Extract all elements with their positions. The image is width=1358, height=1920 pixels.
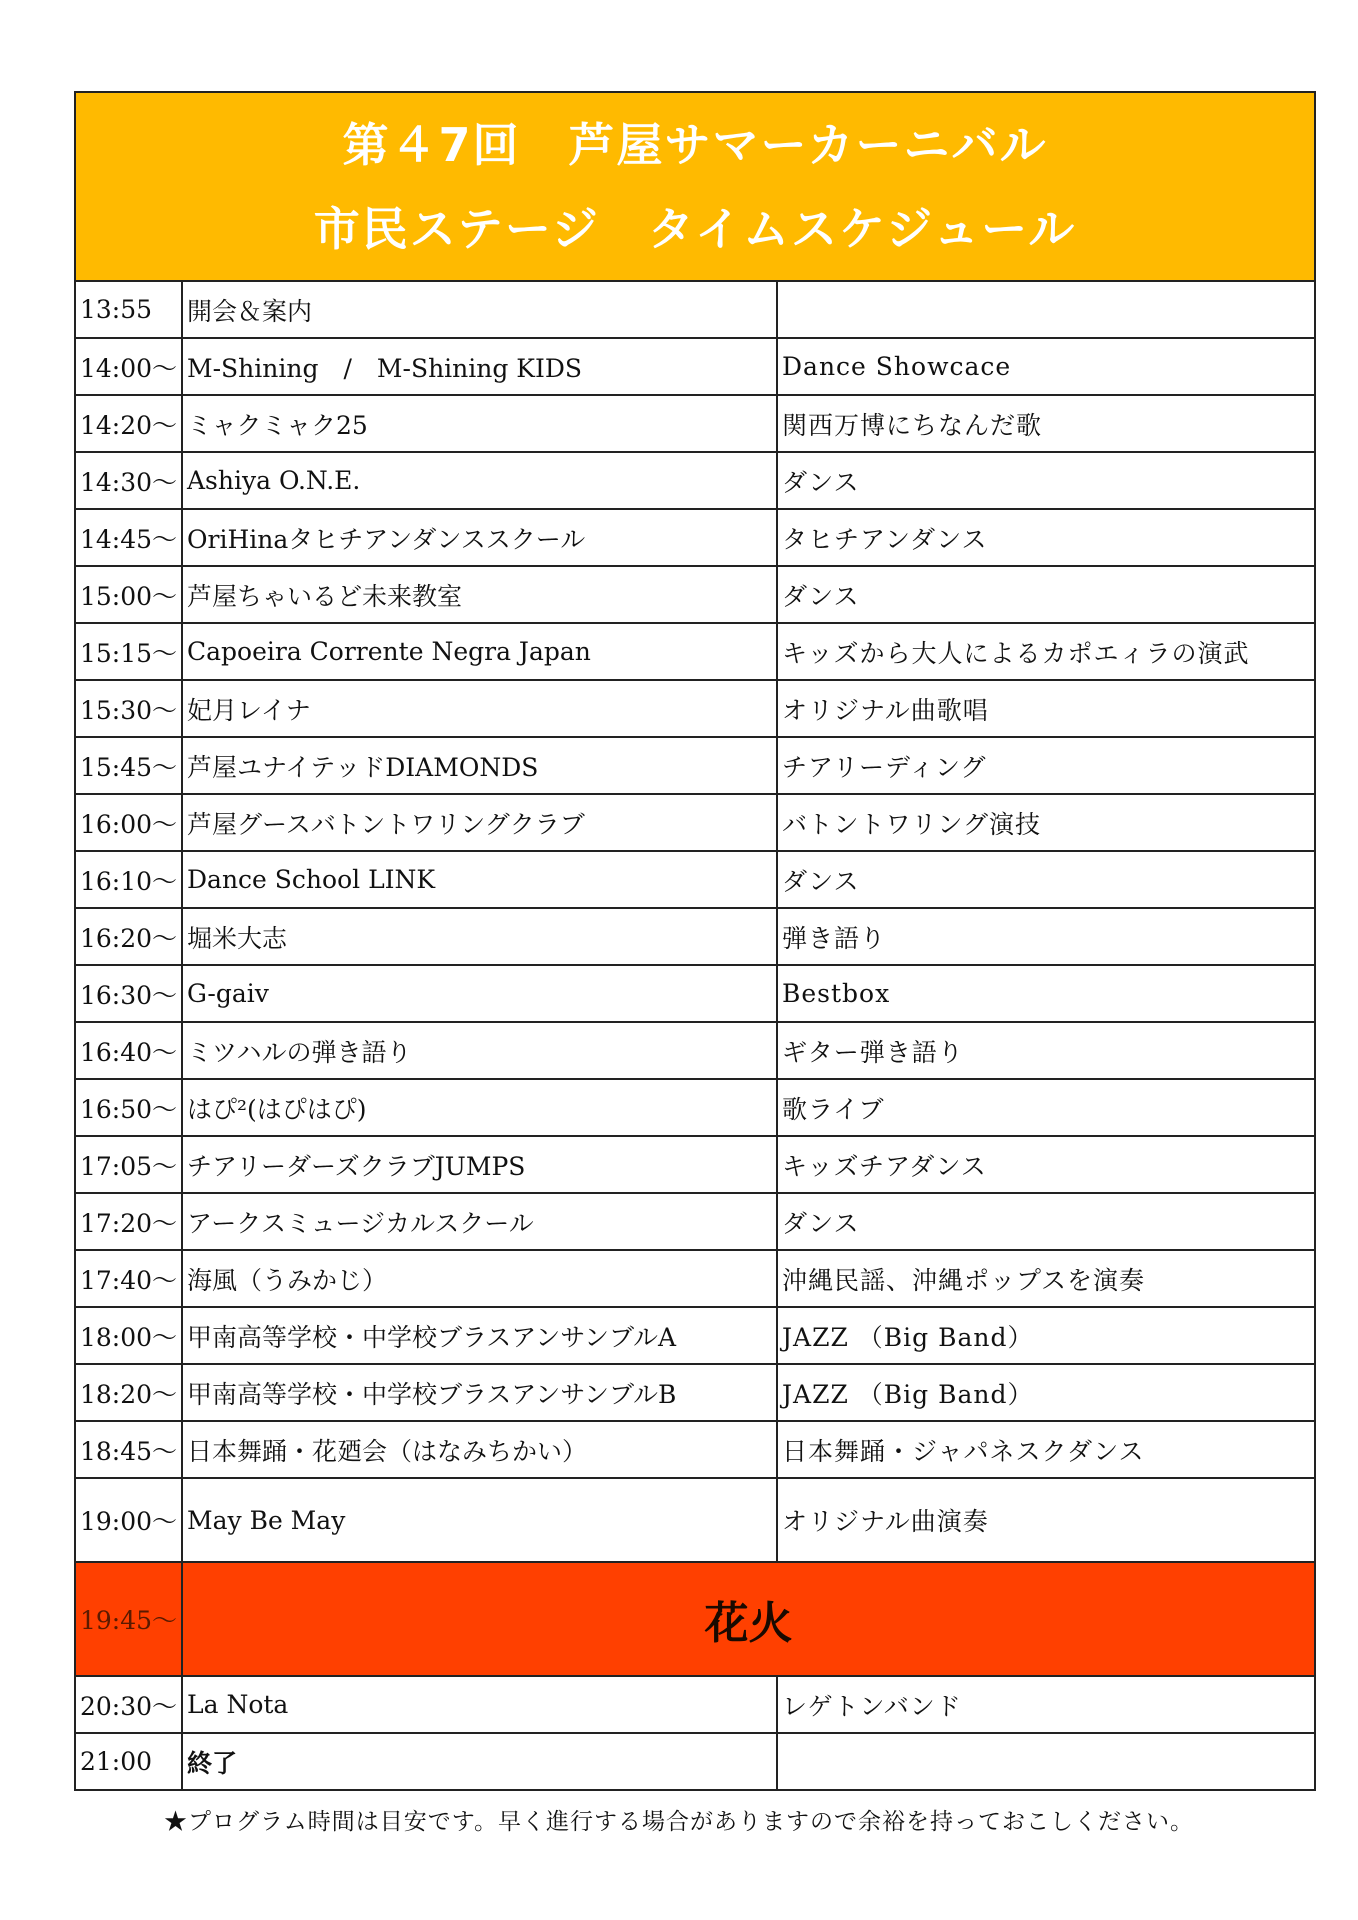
table-row bbox=[76, 1193, 1314, 1250]
table-row bbox=[76, 1136, 1314, 1193]
table-row bbox=[76, 908, 1314, 965]
description-cell: バトントワリング演技 bbox=[777, 794, 1314, 851]
description-cell: ダンス bbox=[777, 452, 1314, 509]
description-cell: レゲトンバンド bbox=[777, 1676, 1314, 1733]
time-cell: 13:55 bbox=[76, 282, 182, 338]
performer-cell: 開会＆案内 bbox=[182, 282, 777, 338]
table-row bbox=[76, 794, 1314, 851]
description-cell bbox=[777, 282, 1314, 338]
performer-cell: ミツハルの弾き語り bbox=[182, 1022, 777, 1079]
description-cell: ダンス bbox=[777, 566, 1314, 623]
table-row bbox=[76, 623, 1314, 680]
performer-cell: OriHinaタヒチアンダンススクール bbox=[182, 509, 777, 566]
table-row bbox=[76, 851, 1314, 908]
description-cell: 歌ライブ bbox=[777, 1079, 1314, 1136]
performer-cell: 甲南高等学校・中学校ブラスアンサンブルB bbox=[182, 1364, 777, 1421]
table-row bbox=[76, 1421, 1314, 1478]
table-row bbox=[76, 1733, 1314, 1789]
description-cell: 沖縄民謡、沖縄ポップスを演奏 bbox=[777, 1250, 1314, 1307]
table-row bbox=[76, 1022, 1314, 1079]
time-cell: 17:05～ bbox=[76, 1136, 182, 1193]
schedule-sheet bbox=[74, 91, 1316, 1791]
time-cell: 14:45～ bbox=[76, 509, 182, 566]
time-cell: 21:00 bbox=[76, 1733, 182, 1789]
performer-cell: 終了 bbox=[182, 1733, 777, 1789]
table-row bbox=[76, 509, 1314, 566]
description-cell: ダンス bbox=[777, 851, 1314, 908]
time-cell: 17:40～ bbox=[76, 1250, 182, 1307]
performer-cell: 妃月レイナ bbox=[182, 680, 777, 737]
performer-cell: 日本舞踊・花廼会（はなみちかい） bbox=[182, 1421, 777, 1478]
description-cell: オリジナル曲歌唱 bbox=[777, 680, 1314, 737]
schedule-table bbox=[76, 282, 1314, 1789]
description-cell: タヒチアンダンス bbox=[777, 509, 1314, 566]
time-cell: 15:00～ bbox=[76, 566, 182, 623]
time-cell: 14:00～ bbox=[76, 338, 182, 395]
performer-cell: 甲南高等学校・中学校ブラスアンサンブルA bbox=[182, 1307, 777, 1364]
performer-cell: May Be May bbox=[182, 1478, 777, 1562]
time-cell: 14:30～ bbox=[76, 452, 182, 509]
table-row bbox=[76, 395, 1314, 452]
description-cell: オリジナル曲演奏 bbox=[777, 1478, 1314, 1562]
table-row bbox=[76, 282, 1314, 338]
time-cell: 16:30～ bbox=[76, 965, 182, 1022]
table-row bbox=[76, 1676, 1314, 1733]
time-cell: 18:00～ bbox=[76, 1307, 182, 1364]
description-cell: ギター弾き語り bbox=[777, 1022, 1314, 1079]
description-cell bbox=[777, 1733, 1314, 1789]
performer-cell: Ashiya O.N.E. bbox=[182, 452, 777, 509]
time-cell: 16:00～ bbox=[76, 794, 182, 851]
performer-cell: 芦屋グースバトントワリングクラブ bbox=[182, 794, 777, 851]
table-row bbox=[76, 452, 1314, 509]
description-cell: 日本舞踊・ジャパネスクダンス bbox=[777, 1421, 1314, 1478]
title-banner bbox=[76, 93, 1314, 282]
time-cell: 19:00～ bbox=[76, 1478, 182, 1562]
table-row bbox=[76, 1250, 1314, 1307]
time-cell: 17:20～ bbox=[76, 1193, 182, 1250]
description-cell: Bestbox bbox=[777, 965, 1314, 1022]
description-cell: 弾き語り bbox=[777, 908, 1314, 965]
fireworks-row bbox=[76, 1562, 1314, 1676]
performer-cell: ミャクミャク25 bbox=[182, 395, 777, 452]
table-row bbox=[76, 1364, 1314, 1421]
table-row bbox=[76, 1478, 1314, 1562]
time-cell: 15:30～ bbox=[76, 680, 182, 737]
time-cell: 16:50～ bbox=[76, 1079, 182, 1136]
description-cell: JAZZ （Big Band） bbox=[777, 1307, 1314, 1364]
fireworks-label: 花火 bbox=[182, 1562, 1314, 1676]
performer-cell: はぴ²(はぴはぴ) bbox=[182, 1079, 777, 1136]
table-row bbox=[76, 965, 1314, 1022]
title-line-2: 市民ステージ タイムスケジュール bbox=[313, 201, 1077, 256]
title-line-1: 第４7回 芦屋サマーカーニバル bbox=[342, 117, 1048, 172]
performer-cell: アークスミュージカルスクール bbox=[182, 1193, 777, 1250]
time-cell: 19:45～ bbox=[76, 1562, 182, 1676]
time-cell: 20:30～ bbox=[76, 1676, 182, 1733]
performer-cell: 芦屋ユナイテッドDIAMONDS bbox=[182, 737, 777, 794]
performer-cell: チアリーダーズクラブJUMPS bbox=[182, 1136, 777, 1193]
performer-cell: G-gaiv bbox=[182, 965, 777, 1022]
table-row bbox=[76, 680, 1314, 737]
time-cell: 14:20～ bbox=[76, 395, 182, 452]
performer-cell: Capoeira Corrente Negra Japan bbox=[182, 623, 777, 680]
time-cell: 16:20～ bbox=[76, 908, 182, 965]
table-row bbox=[76, 737, 1314, 794]
description-cell: JAZZ （Big Band） bbox=[777, 1364, 1314, 1421]
description-cell: Dance Showcace bbox=[777, 338, 1314, 395]
performer-cell: 堀米大志 bbox=[182, 908, 777, 965]
time-cell: 18:20～ bbox=[76, 1364, 182, 1421]
performer-cell: 海風（うみかじ） bbox=[182, 1250, 777, 1307]
table-row bbox=[76, 566, 1314, 623]
time-cell: 16:40～ bbox=[76, 1022, 182, 1079]
footnote: ★プログラム時間は目安です。早く進行する場合がありますので余裕を持っておこしください。 bbox=[164, 1809, 1194, 1835]
description-cell: ダンス bbox=[777, 1193, 1314, 1250]
description-cell: チアリーディング bbox=[777, 737, 1314, 794]
description-cell: 関西万博にちなんだ歌 bbox=[777, 395, 1314, 452]
performer-cell: M-Shining / M-Shining KIDS bbox=[182, 338, 777, 395]
description-cell: キッズチアダンス bbox=[777, 1136, 1314, 1193]
description-cell: キッズから大人によるカポエィラの演武 bbox=[777, 623, 1314, 680]
time-cell: 18:45～ bbox=[76, 1421, 182, 1478]
performer-cell: 芦屋ちゃいるど未来教室 bbox=[182, 566, 777, 623]
performer-cell: Dance School LINK bbox=[182, 851, 777, 908]
time-cell: 16:10～ bbox=[76, 851, 182, 908]
table-row bbox=[76, 338, 1314, 395]
time-cell: 15:45～ bbox=[76, 737, 182, 794]
table-row bbox=[76, 1307, 1314, 1364]
table-row bbox=[76, 1079, 1314, 1136]
performer-cell: La Nota bbox=[182, 1676, 777, 1733]
time-cell: 15:15～ bbox=[76, 623, 182, 680]
